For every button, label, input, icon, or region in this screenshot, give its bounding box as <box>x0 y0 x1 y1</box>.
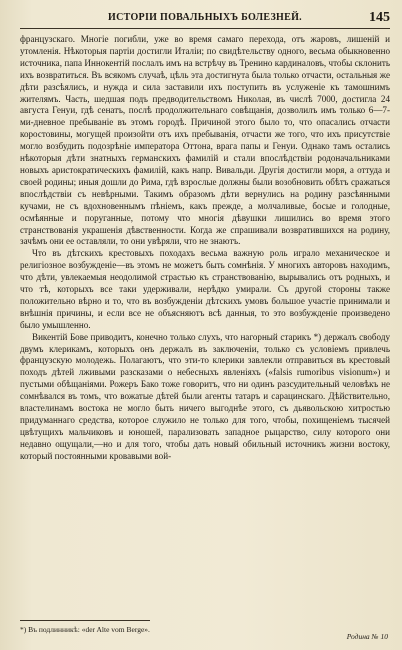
page-number: 145 <box>369 10 390 25</box>
paragraph-1: французскаго. Многіе погибли, уже во время самаго перехода, отъ жаровъ, лишеній и утомленія. Нѣкоторыя партіи достигли Италіи; по свидѣтельству одного, весьма обыкновенно источника, папа Иннокентій послалъ имъ на встрѣчу въ Тренино кардиналовъ, чтобы склонить ихъ возвратиться. Въ всякомъ случаѣ, цѣль эта достигнута была только отчасти, остальныя же дѣти разсѣялись, и нужда и сила заставили ихъ поступить въ услуженіе къ тамошнимъ жителямъ. Часть, шедшая подъ предводительствомъ Николая, въ числѣ 7000, достигла 24 августа Генуи, гдѣ сенатъ, послѣ продолжительнаго совѣщанія, дозволилъ имъ только 6—7-ми-дневное пребываніе въ этомъ городѣ. Причиной этого было то, что опасались отчасти коростовины, могущей произойти отъ ихъ пребыванія, отчасти же того, что ихъ присутствіе могло возбудить подозрѣніе императора Оттона, врага папы и Генуи. Однако тамъ остались нѣкоторыя дѣти знатныхъ германскихъ фамилій и стали впослѣдствіи родоначальниками новыхъ аристократическихъ фамилій, какъ напр. Вивальди. Другія достигли моря, а оттуда и своей родины; иныя дошли до Рима, гдѣ взрослые должны были возобновить обѣтъ сражаться впослѣдствіи съ невѣрными. Такимъ образомъ дѣти вернулись на родину разсѣянными кучами, не съ вдохновеннымъ пѣніемъ, какъ прежде, а молчаливые, босые и голодные, осмѣянные и поруганные, потому что многія дѣвушки лишились во время этого странствованія украшенія дѣвственности. Когда же спрашивали возвратившихся на родину, зачѣмъ они ее оставляли, то они увѣряли, что не знаютъ. <box>20 34 390 247</box>
footnote: *) Въ подлинникѣ: «der Alte vom Berge». <box>20 625 150 634</box>
paragraph-2: Что въ дѣтскихъ крестовыхъ походахъ весьма важную роль играло механическое и религіозное возбужденіе—въ этомъ не можетъ быть сомнѣнія. У многихъ авторовъ находимъ, что дѣти, увлекаемыя неодолимой страстью къ странствованію, вырывались отъ родныхъ, и что тѣ, которыхъ все таки удерживали, нерѣдко умирали. Съ другой стороны также положительно вѣрно и то, что въ возбужденіи дѣтскихъ умовъ большое участіе принимали и внѣшнія причины, и если все не объясняютъ всѣ данныя, то это возбужденіе произведено было умышленно. <box>20 248 390 330</box>
footnote-rule <box>20 620 150 621</box>
running-header <box>20 12 390 28</box>
header-rule <box>20 28 390 29</box>
paragraph-3: Викентій Бове приводитъ, конечно только слухъ, что нагорный старикъ *) держалъ свободу двумъ клерикамъ, которыхъ онъ держалъ въ заключеніи, только съ условіемъ привлечь французскую молодежь. Полагаютъ, что эти-то клерики завлекли отправиться въ крестовый походъ дѣтей лживыми разсказами о небесныхъ явленіяхъ («falsis rumoribus visionum») и пустыми обѣщаніями. Рожеръ Бако тоже говоритъ, что ни одинъ разсудительный человѣкъ не сомнѣвался въ томъ, что вожатые дѣтей были агенты татаръ и сарацинскаго. Дѣйствительно, властелинамъ востока не могло быть ничего выгоднѣе этого, съ дьявольскою хитростью придуманнаго средства, которое служило не только для того, чтобы, похищеніемъ тысячей цвѣтущихъ мальчиковъ и юношей, парализовать западное рыцарство, силу которого они недавно ощущали,—но и для того, чтобы дать новый обильный источникъ жизни востоку, который постоянными кровавыми вой- <box>20 331 390 461</box>
body-text <box>20 34 390 617</box>
signature-mark: Родина № 10 <box>346 632 388 641</box>
header-title: ИСТОРІИ ПОВАЛЬНЫХЪ БОЛЕЗНЕЙ. <box>108 12 302 23</box>
